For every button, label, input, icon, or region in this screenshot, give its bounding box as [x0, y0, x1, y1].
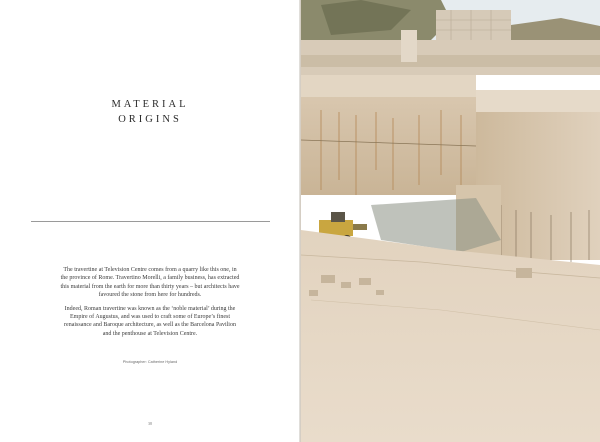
- quarry-floor: [301, 230, 600, 442]
- page-number: 38: [148, 421, 152, 426]
- photo-credit: Photographer: Catherine Hyland: [122, 360, 178, 364]
- horizontal-rule: [31, 221, 270, 222]
- section-title: [0, 97, 300, 127]
- title-line-2: ORIGINS: [118, 114, 182, 125]
- body-text: [60, 266, 240, 343]
- paragraph-1: The travertine at Television Centre comes from a quarry like this one, in the province of Rome. Travertino Morelli, a family business, has extracted this material from the earth for more than thirty years – but architects have favoured the stone from here for hundreds.: [60, 267, 240, 299]
- title-line-1: MATERIAL: [111, 99, 189, 110]
- quarry-photo: [301, 0, 600, 442]
- paragraph-2: Indeed, Roman travertine was known as the ‘noble material’ during the Empire of Augustus, and was used to craft some of Europe’s finest renaissance and Baroque architecture, as well as the Barcelona Pavilion and the penthouse at Television Centre.: [64, 305, 236, 337]
